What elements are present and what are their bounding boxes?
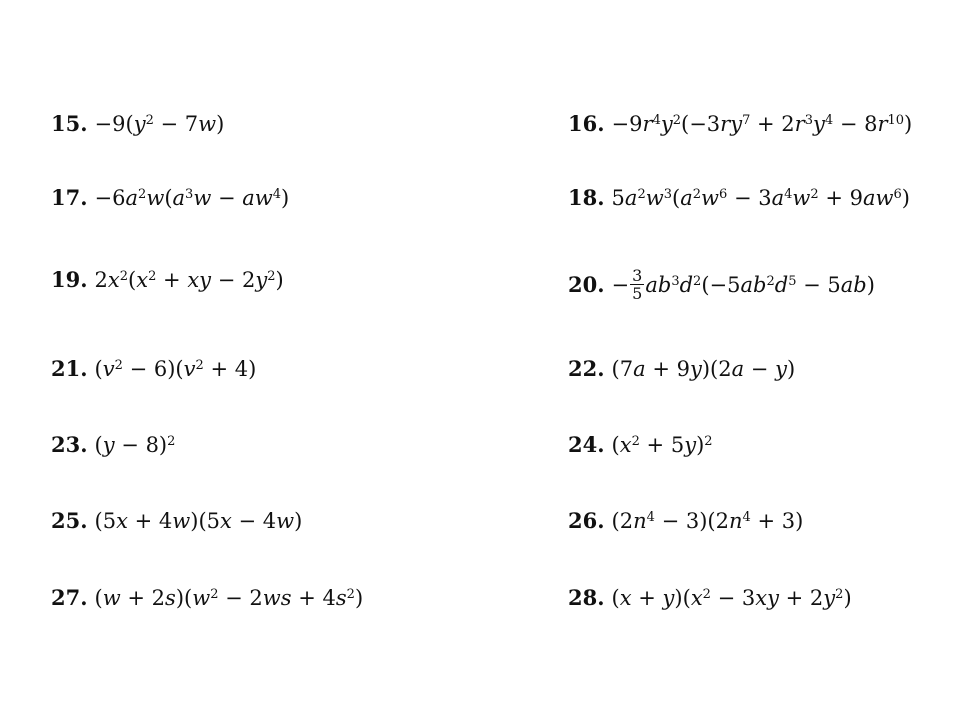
fraction	[630, 268, 644, 302]
expression-text: −9	[611, 112, 643, 136]
variable: r	[642, 112, 653, 136]
variable: y	[133, 112, 146, 136]
variable: ws	[262, 586, 292, 610]
problem-expression	[95, 268, 284, 292]
variable: r	[794, 112, 805, 136]
variable: w	[172, 509, 191, 533]
exponent: 7	[742, 112, 751, 128]
exponent: 3	[671, 273, 680, 289]
exponent: 6	[719, 186, 728, 202]
expression-text: −	[611, 272, 630, 297]
problem-expression	[612, 186, 910, 210]
problem-23	[51, 434, 175, 456]
exponent: 2	[346, 586, 355, 602]
expression-text: −	[211, 186, 243, 210]
exponent: 2	[114, 357, 123, 373]
problem-16	[568, 113, 912, 135]
problem-expression	[611, 266, 875, 303]
exponent: 2	[138, 186, 147, 202]
expression-text: + 9	[645, 357, 690, 381]
variable: a	[731, 357, 745, 381]
exponent: 2	[702, 586, 711, 602]
variable: y	[689, 357, 702, 381]
variable: w	[193, 186, 212, 210]
expression-text: )(	[175, 586, 193, 610]
exponent: 4	[742, 509, 751, 525]
problem-17	[51, 187, 289, 209]
variable: d	[774, 272, 789, 297]
variable: x	[220, 509, 232, 533]
problem-number: 17.	[51, 185, 88, 210]
problem-24	[568, 434, 713, 456]
exponent: 2	[145, 112, 154, 128]
expression-text: − 8	[833, 112, 878, 136]
expression-text: − 3	[710, 586, 756, 610]
variable: w	[198, 112, 217, 136]
variable: a	[771, 186, 785, 210]
expression-text: )(2	[701, 357, 732, 381]
problem-25	[51, 510, 302, 532]
exponent: 4	[824, 112, 834, 128]
expression-text: − 7	[153, 112, 199, 136]
variable: a	[680, 186, 693, 210]
variable: n	[728, 509, 743, 533]
expression-text: (−3	[681, 112, 721, 136]
variable: ab	[645, 272, 672, 297]
variable: w	[146, 186, 165, 210]
exponent: 10	[887, 112, 905, 128]
expression-text: (	[611, 586, 620, 610]
expression-text: (	[672, 186, 681, 210]
problem-expression	[95, 509, 303, 533]
variable: y	[660, 112, 673, 136]
expression-text: +	[631, 586, 663, 610]
exponent: 2	[631, 433, 640, 449]
expression-text: + 4	[127, 509, 173, 533]
exponent: 4	[646, 509, 655, 525]
denominator: 5	[632, 284, 643, 303]
exponent: 3	[185, 186, 194, 202]
expression-text: (2	[611, 509, 634, 533]
variable: a	[125, 186, 139, 210]
variable: y	[255, 268, 268, 292]
problem-number: 22.	[568, 356, 605, 381]
expression-text: − 5	[796, 272, 841, 297]
problem-number: 19.	[51, 267, 88, 292]
variable: w	[276, 509, 295, 533]
expression-text: )	[275, 268, 284, 292]
problem-expression	[95, 112, 225, 136]
expression-text: (5	[94, 509, 117, 533]
expression-text: − 6)(	[122, 357, 184, 381]
expression-text: )(	[674, 586, 691, 610]
problem-expression	[95, 357, 257, 381]
problem-expression	[612, 357, 796, 381]
expression-text: + 4	[291, 586, 336, 610]
problem-19	[51, 269, 284, 291]
problem-20	[568, 266, 875, 303]
variable: v	[183, 357, 196, 381]
exponent: 2	[692, 186, 702, 202]
exponent: 2	[693, 273, 702, 289]
expression-text: 2	[94, 268, 108, 292]
exponent: 3	[804, 112, 813, 128]
expression-text: + 2	[750, 112, 795, 136]
expression-text: (	[94, 357, 103, 381]
variable: s	[165, 586, 176, 610]
variable: ab	[840, 272, 867, 297]
variable: y	[102, 433, 115, 457]
expression-text: )	[786, 357, 796, 381]
exponent: 2	[766, 273, 775, 289]
variable: x	[107, 268, 120, 292]
variable: y	[775, 357, 787, 381]
variable: w	[701, 186, 719, 210]
exponent: 2	[267, 268, 276, 284]
expression-text: )	[866, 272, 875, 297]
problem-27	[51, 587, 363, 609]
variable: w	[102, 586, 121, 610]
numerator: 3	[632, 266, 643, 285]
exponent: 4	[784, 186, 793, 202]
problem-expression	[612, 433, 713, 457]
variable: y	[684, 433, 697, 457]
problem-expression	[612, 586, 852, 610]
exponent: 6	[893, 186, 902, 202]
variable: r	[877, 112, 888, 136]
variable: d	[679, 272, 694, 297]
variable: y	[812, 112, 825, 136]
variable: x	[136, 268, 149, 292]
expression-text: (−5	[701, 272, 741, 297]
variable: a	[624, 186, 638, 210]
expression-text: −9(	[94, 112, 134, 136]
problem-number: 28.	[568, 585, 605, 610]
problem-26	[568, 510, 803, 532]
expression-text: )	[696, 433, 705, 457]
problem-number: 24.	[568, 432, 605, 457]
expression-text: )(5	[190, 509, 220, 533]
exponent: 2	[195, 357, 204, 373]
expression-text: (	[128, 268, 137, 292]
variable: n	[633, 509, 647, 533]
problem-18	[568, 187, 910, 209]
variable: xy	[187, 268, 212, 292]
expression-text: + 2	[778, 586, 824, 610]
expression-text: − 2	[218, 586, 263, 610]
expression-text: − 2	[211, 268, 256, 292]
variable: ry	[720, 112, 743, 136]
exponent: 4	[652, 112, 661, 128]
variable: v	[102, 357, 115, 381]
expression-text: )	[904, 112, 913, 136]
exponent: 5	[788, 273, 797, 289]
exponent: 2	[672, 112, 681, 128]
problem-expression	[95, 433, 176, 457]
problem-expression	[95, 586, 364, 610]
exponent: 2	[637, 186, 646, 202]
expression-text: 5	[611, 186, 625, 210]
exponent: 2	[167, 433, 176, 449]
expression-text: )	[281, 186, 290, 210]
variable: y	[662, 586, 675, 610]
expression-text: −	[744, 357, 776, 381]
exponent: 3	[663, 186, 672, 202]
expression-text: (	[94, 433, 103, 457]
variable: w	[792, 186, 811, 210]
exponent: 2	[704, 433, 713, 449]
problem-number: 27.	[51, 585, 88, 610]
variable: y	[823, 586, 836, 610]
variable: w	[645, 186, 664, 210]
problem-expression	[612, 509, 804, 533]
expression-text: + 5	[639, 433, 685, 457]
problem-21	[51, 358, 256, 380]
problem-number: 23.	[51, 432, 88, 457]
problem-expression	[612, 112, 913, 136]
expression-text: −6	[94, 186, 126, 210]
expression-text: + 9	[818, 186, 863, 210]
exponent: 4	[272, 186, 282, 202]
problem-number: 25.	[51, 508, 88, 533]
expression-text: (	[94, 586, 103, 610]
exponent: 2	[810, 186, 819, 202]
expression-text: )	[901, 186, 910, 210]
variable: a	[633, 357, 646, 381]
expression-text: − 4	[231, 509, 277, 533]
expression-text: + 4)	[203, 357, 257, 381]
variable: x	[619, 433, 632, 457]
expression-text: + 2	[120, 586, 166, 610]
variable: aw	[862, 186, 894, 210]
expression-text: (7	[611, 357, 634, 381]
expression-text: )	[354, 586, 364, 610]
variable: x	[619, 586, 632, 610]
expression-text: )	[294, 509, 303, 533]
problem-number: 26.	[568, 508, 605, 533]
expression-text: +	[156, 268, 188, 292]
variable: w	[192, 586, 211, 610]
expression-text: )	[216, 112, 225, 136]
problem-number: 16.	[568, 111, 605, 136]
expression-text: )	[843, 586, 852, 610]
exponent: 2	[835, 586, 844, 602]
variable: x	[690, 586, 703, 610]
problem-number: 21.	[51, 356, 88, 381]
exponent: 2	[148, 268, 157, 284]
expression-text: − 8)	[114, 433, 168, 457]
variable: x	[116, 509, 128, 533]
problem-number: 18.	[568, 185, 605, 210]
variable: xy	[755, 586, 779, 610]
problem-22	[568, 358, 795, 380]
problem-15	[51, 113, 224, 135]
variable: aw	[242, 186, 273, 210]
variable: a	[172, 186, 186, 210]
expression-text: + 3)	[750, 509, 804, 533]
problem-expression	[95, 186, 290, 210]
problem-28	[568, 587, 852, 609]
variable: s	[335, 586, 347, 610]
expression-text: (	[164, 186, 173, 210]
problem-number: 20.	[568, 271, 605, 297]
variable: ab	[740, 272, 767, 297]
exponent: 2	[119, 268, 129, 284]
expression-text: − 3	[727, 186, 772, 210]
problem-number: 15.	[51, 111, 88, 136]
expression-text: − 3)(2	[654, 509, 729, 533]
exponent: 2	[210, 586, 219, 602]
expression-text: (	[611, 433, 620, 457]
